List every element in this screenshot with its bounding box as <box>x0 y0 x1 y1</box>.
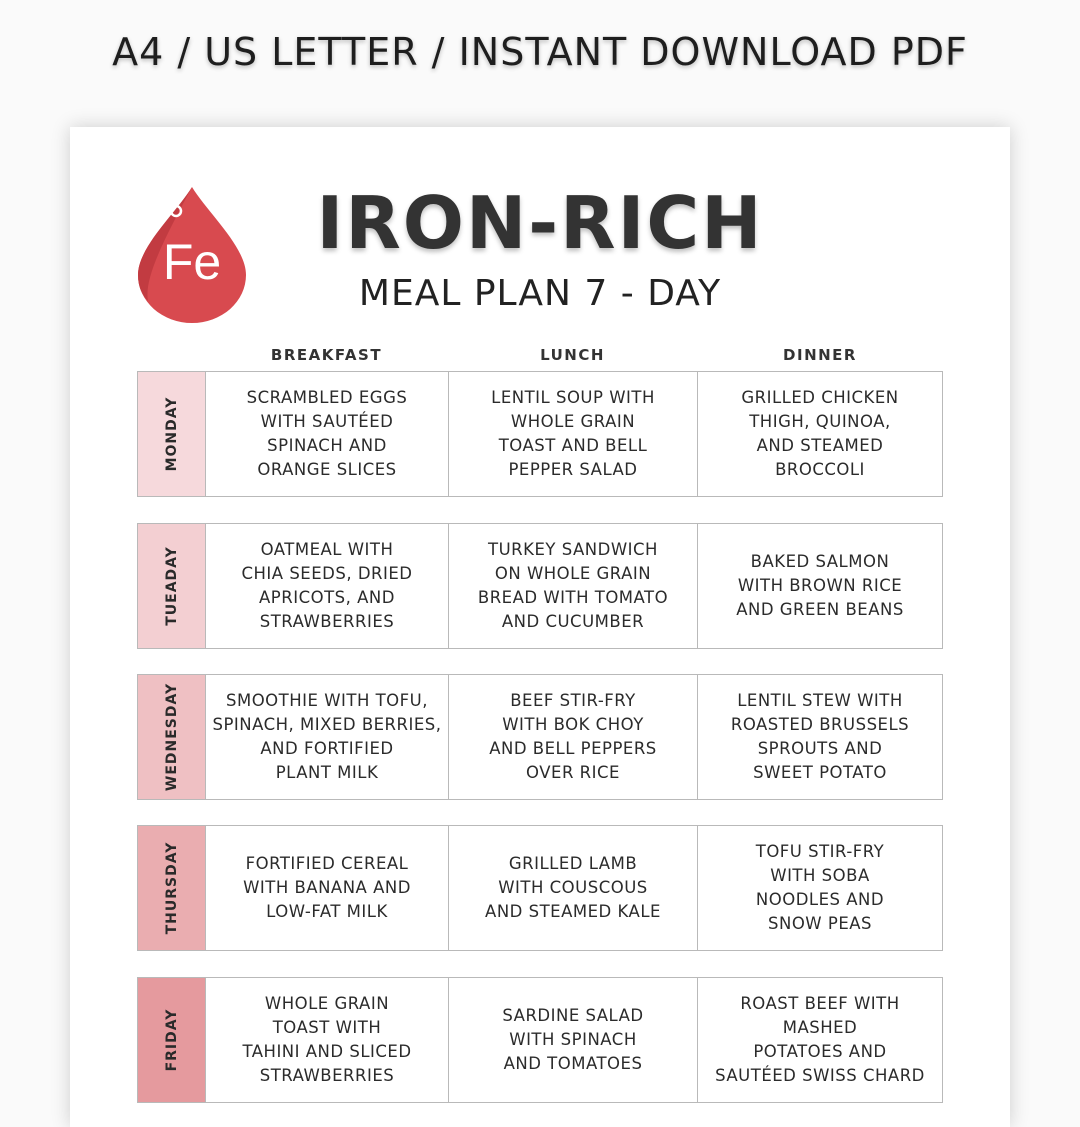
day-row-thursday <box>137 825 943 951</box>
dinner-cell: TOFU STIR-FRY WITH SOBA NOODLES AND SNOW PEAS <box>755 842 885 933</box>
day-cell <box>138 675 206 799</box>
breakfast-cell: SMOOTHIE WITH TOFU, SPINACH, MIXED BERRIES, AND FORTIFIED PLANT MILK <box>206 675 449 799</box>
dinner-cell: LENTIL STEW WITH ROASTED BRUSSELS SPROUTS AND SWEET POTATO <box>730 691 910 782</box>
day-row-wednesday <box>137 674 943 800</box>
day-cell <box>138 372 206 496</box>
day-cell <box>138 524 206 648</box>
breakfast-cell: OATMEAL WITH CHIA SEEDS, DRIED APRICOTS, AND STRAWBERRIES <box>206 524 449 648</box>
day-label: TUEADAY <box>163 546 180 626</box>
lunch-cell: LENTIL SOUP WITH WHOLE GRAIN TOAST AND BELL PEPPER SALAD <box>449 372 698 496</box>
lunch-cell: BEEF STIR-FRY WITH BOK CHOY AND BELL PEPPERS OVER RICE <box>449 675 698 799</box>
column-header-dinner: DINNER <box>783 346 857 364</box>
breakfast-cell: WHOLE GRAIN TOAST WITH TAHINI AND SLICED STRAWBERRIES <box>206 978 449 1102</box>
meal-plan-sheet <box>70 127 1010 1127</box>
day-label: MONDAY <box>163 396 180 472</box>
page-title: IRON-RICH <box>316 181 764 265</box>
day-label: FRIDAY <box>163 1008 180 1072</box>
day-cell <box>138 978 206 1102</box>
dinner-cell: GRILLED CHICKEN THIGH, QUINOA, AND STEAMED BROCCOLI <box>741 388 899 479</box>
logo-symbol: Fe <box>162 234 222 290</box>
day-row-tuesday <box>137 523 943 649</box>
day-row-monday <box>137 371 943 497</box>
page-subtitle: MEAL PLAN 7 - DAY <box>358 273 722 314</box>
day-row-friday <box>137 977 943 1103</box>
column-header-lunch: LUNCH <box>540 346 605 364</box>
lunch-cell: TURKEY SANDWICH ON WHOLE GRAIN BREAD WITH TOMATO AND CUCUMBER <box>449 524 698 648</box>
dinner-cell: BAKED SALMON WITH BROWN RICE AND GREEN BEANS <box>736 552 904 619</box>
lunch-cell: GRILLED LAMB WITH COUSCOUS AND STEAMED KALE <box>449 826 698 950</box>
dinner-cell: ROAST BEEF WITH MASHED POTATOES AND SAUTÉED SWISS CHARD <box>715 994 925 1085</box>
lunch-cell: SARDINE SALAD WITH SPINACH AND TOMATOES <box>449 978 698 1102</box>
day-label: THURSDAY <box>163 841 180 935</box>
day-cell <box>138 826 206 950</box>
breakfast-cell: FORTIFIED CEREAL WITH BANANA AND LOW-FAT MILK <box>206 826 449 950</box>
day-label: WEDNESDAY <box>163 682 180 792</box>
breakfast-cell: SCRAMBLED EGGS WITH SAUTÉED SPINACH AND ORANGE SLICES <box>206 372 449 496</box>
banner-text: A4 / US LETTER / INSTANT DOWNLOAD PDF <box>112 30 968 74</box>
column-header-breakfast: BREAKFAST <box>270 346 383 364</box>
